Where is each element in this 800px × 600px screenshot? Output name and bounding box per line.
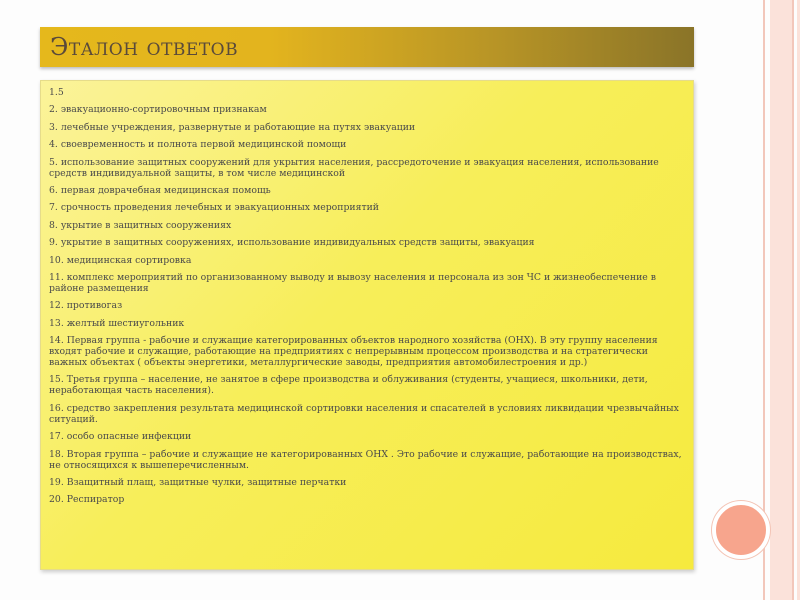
decorative-stripe xyxy=(792,0,794,600)
answer-item: 6. первая доврачебная медицинская помощь xyxy=(49,184,271,196)
answer-item: 20. Респиратор xyxy=(49,494,125,506)
answers-box xyxy=(40,80,694,570)
answer-item: 10. медицинская сортировка xyxy=(49,254,192,266)
answer-item: 8. укрытие в защитных сооружениях xyxy=(49,219,232,231)
decorative-stripe xyxy=(763,0,765,600)
answer-item: 9. укрытие в защитных сооружениях, использование индивидуальных средств защиты, эвакуация xyxy=(49,237,535,249)
answers-list xyxy=(49,87,685,512)
answer-item: 7. срочность проведения лечебных и эвакуационных мероприятий xyxy=(49,202,380,214)
decorative-stripe xyxy=(770,0,792,600)
title-bar xyxy=(40,27,694,67)
decorative-circle xyxy=(712,501,770,559)
answer-item: 14. Первая группа - рабочие и служащие категорированных объектов народного хозяйства (ОНХ). В эту группу населения входят рабочие и служащие, работающие на предприятиях с непрерывным процессом производства и на стратегически важных объектах ( объекты энергетики, металлургические заводы, предприятия автомобилестроения и др.) xyxy=(49,335,658,369)
answer-item: 17. особо опасные инфекции xyxy=(49,431,192,443)
answer-item: 1.5 xyxy=(49,87,64,98)
answer-item: 19. Взащитный плащ, защитные чулки, защитные перчатки xyxy=(49,477,347,489)
answer-item: 3. лечебные учреждения, развернутые и работающие на путях эвакуации xyxy=(49,121,416,133)
answer-item: 2. эвакуационно-сортировочным признакам xyxy=(49,104,267,116)
answer-item: 13. желтый шестиугольник xyxy=(49,317,185,329)
answer-item: 11. комплекс мероприятий по организованному выводу и вывозу населения и персонала из зон ЧС и жизнеобеспечение в районе размещения xyxy=(49,271,656,294)
answer-item: 5. использование защитных сооружений для укрытия населения, рассредоточение и эвакуация населения, использование средств индивидуальной защиты, в том числе медицинской xyxy=(49,156,659,179)
answer-item: 18. Вторая группа – рабочие и служащие не категорированных ОНХ . Это рабочие и служащие, работающие на производствах, не относящихся к вышеперечисленным. xyxy=(49,448,682,471)
answer-item: 16. средство закрепления результата медицинской сортировки населения и спасателей в условиях ликвидации чрезвычайных ситуаций. xyxy=(49,402,679,425)
slide-title: Эталон ответов xyxy=(50,33,239,61)
answer-item: 15. Третья группа – население, не занятое в сфере производства и облуживания (студенты, учащиеся, школьники, дети, неработающая часть населения). xyxy=(49,374,648,397)
answer-item: 12. противогаз xyxy=(49,300,123,312)
answer-item: 4. своевременность и полнота первой медицинской помощи xyxy=(49,139,347,151)
